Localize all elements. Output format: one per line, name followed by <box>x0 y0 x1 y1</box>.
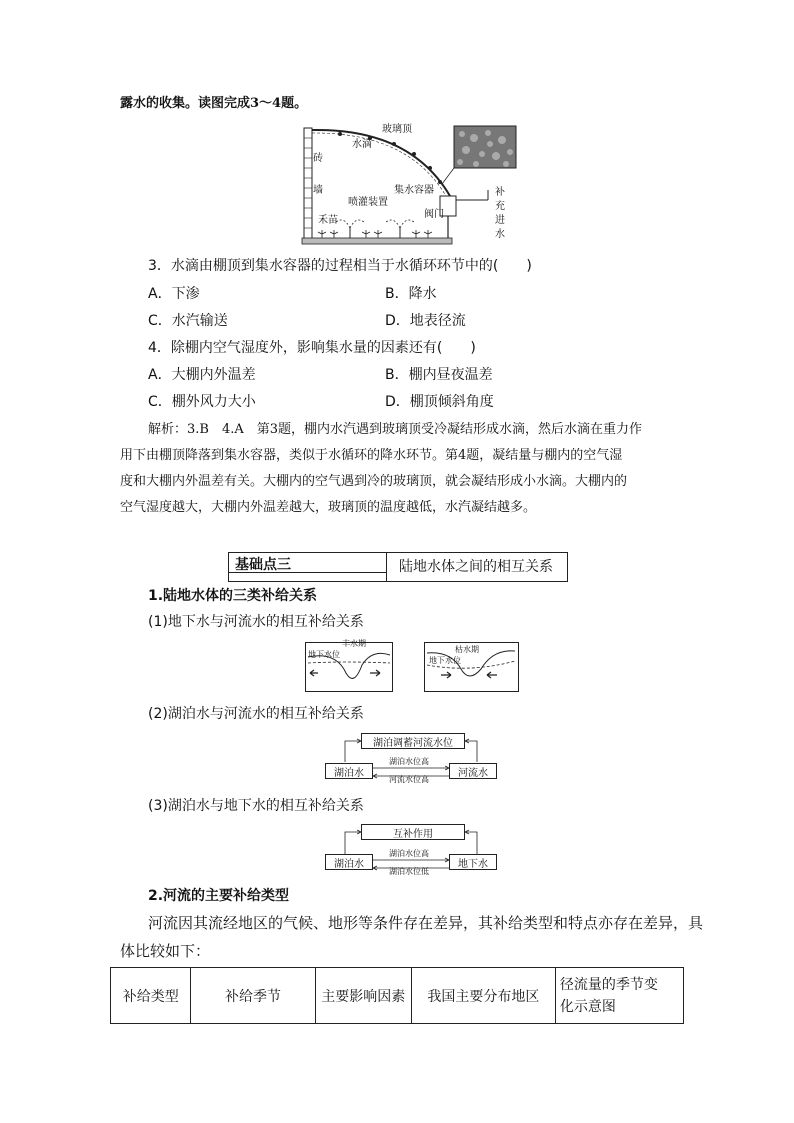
q4-option-d[interactable]: D．棚顶倾斜角度 <box>385 394 494 410</box>
flood-season-label: 丰水期 <box>342 639 366 648</box>
analysis-line-2: 用下由棚顶降落到集水容器，类似于水循环的降水环节。第4题，凝结量与棚内的空气湿 <box>120 448 623 463</box>
q3-option-a[interactable]: A．下渗 <box>148 286 200 302</box>
dry-season-label: 枯水期 <box>455 645 479 654</box>
analysis-line-1: 解析：3.B 4.A 第3题，棚内水汽遇到玻璃顶受冷凝结形成水滴，然后水滴在重力作 <box>148 422 643 437</box>
sprinkler-label: 喷灌装置 <box>348 197 388 208</box>
q3-stem: 3．水滴由棚顶到集水容器的过程相当于水循环环节中的( ) <box>148 258 532 274</box>
q3-option-b[interactable]: B．降水 <box>385 286 437 302</box>
river-water-box: 河流水 <box>449 763 497 779</box>
section-underline <box>229 572 387 573</box>
lake-groundwater-flow <box>325 822 497 876</box>
subheading-3: (3)湖泊水与地下水的相互补给关系 <box>148 798 364 814</box>
supply-label-1: 补 <box>495 187 505 198</box>
q4-option-b[interactable]: B．棚内昼夜温差 <box>385 367 493 383</box>
greenhouse-diagram <box>290 124 520 248</box>
lake-high-label: 湖泊水位高 <box>389 849 429 858</box>
groundwater-box: 地下水 <box>449 854 497 870</box>
heading-1: 1.陆地水体的三类补给关系 <box>148 588 318 604</box>
q3-option-d[interactable]: D．地表径流 <box>385 313 466 329</box>
lake-river-flow <box>325 732 497 782</box>
river-higher-label: 河流水位高 <box>389 775 429 784</box>
paragraph-line-2: 体比较如下： <box>120 942 211 960</box>
seedlings-label: 禾苗 <box>318 215 338 226</box>
valve-label: 阀门 <box>424 209 444 220</box>
paragraph-line-1: 河流因其流经地区的气候、地形等条件存在差异，其补给类型和特点亦存在差异，具 <box>148 914 704 932</box>
mutual-supply-box: 互补作用 <box>361 824 465 840</box>
supply-label-4: 水 <box>495 229 505 240</box>
water-drop-label: 水滴 <box>352 139 372 150</box>
brick-label: 砖 <box>313 153 323 164</box>
q4-option-a[interactable]: A．大棚内外温差 <box>148 367 256 383</box>
dry-season-diagram <box>424 642 519 692</box>
lake-higher-label: 湖泊水位高 <box>389 757 429 766</box>
section-title: 陆地水体之间的相互关系 <box>399 559 553 575</box>
dry-water-table-label: 地下水位 <box>429 656 461 665</box>
q4-stem: 4．除棚内空气湿度外，影响集水量的因素还有( ) <box>148 340 476 356</box>
water-container-label: 集水容器 <box>394 185 434 196</box>
section-header-left <box>229 553 387 581</box>
table-header-cell: 主要影响因素 <box>315 968 411 1024</box>
analysis-line-4: 空气湿度越大，大棚内外温差越大，玻璃顶的温度越低，水汽凝结越多。 <box>120 500 537 515</box>
wall-label: 墙 <box>313 185 323 196</box>
table-header-cell: 补给类型 <box>111 968 191 1024</box>
q4-option-c[interactable]: C．棚外风力大小 <box>148 394 256 410</box>
table-header-cell: 我国主要分布地区 <box>411 968 555 1024</box>
lake-water-box-2: 湖泊水 <box>325 854 373 870</box>
section-header <box>228 552 568 582</box>
intro-text: 露水的收集。读图完成3～4题。 <box>120 96 308 111</box>
heading-2: 2.河流的主要补给类型 <box>148 888 290 904</box>
subheading-1: (1)地下水与河流水的相互补给关系 <box>148 614 364 630</box>
lake-regulates-box: 湖泊调蓄河流水位 <box>361 733 465 749</box>
supply-label-3: 进 <box>495 215 505 226</box>
supply-label-2: 充 <box>495 201 505 212</box>
flood-water-table-label: 地下水位 <box>308 650 340 659</box>
table-header-row <box>111 968 684 1024</box>
table-header-chart-line-1: 径流量的季节变 <box>559 976 658 993</box>
flood-season-diagram <box>305 639 393 692</box>
section-number: 基础点三 <box>235 557 291 573</box>
q3-option-c[interactable]: C．水汽输送 <box>148 313 228 329</box>
subheading-2: (2)湖泊水与河流水的相互补给关系 <box>148 706 364 722</box>
analysis-line-3: 度和大棚内外温差有关。大棚内的空气遇到冷的玻璃顶，就会凝结形成小水滴。大棚内的 <box>120 474 628 489</box>
table-header-cell: 补给季节 <box>191 968 315 1024</box>
lake-low-label: 湖泊水位低 <box>389 867 429 876</box>
comparison-table <box>110 967 684 1024</box>
glass-roof-label: 玻璃顶 <box>382 124 412 135</box>
lake-water-box: 湖泊水 <box>325 763 373 779</box>
table-header-chart-line-2: 化示意图 <box>559 998 616 1015</box>
table-header-cell-chart <box>555 968 683 1024</box>
